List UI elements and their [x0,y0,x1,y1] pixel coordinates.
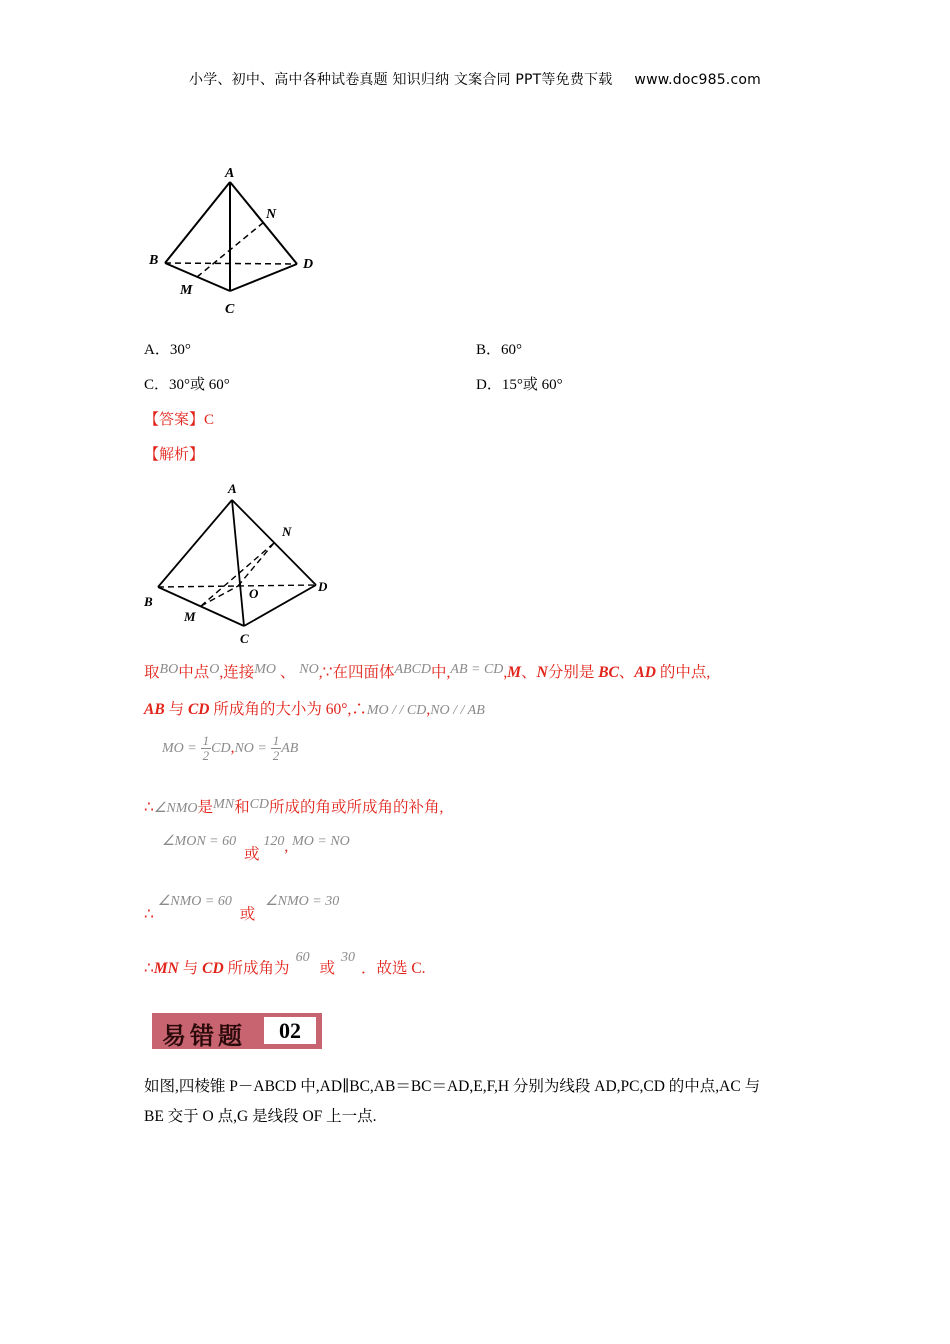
bold-var: AB [144,701,165,718]
text: 或 [319,960,335,977]
text: 与 [164,701,188,718]
denominator: 2 [202,748,210,763]
text: 所成的角或所成角的补角, [269,799,444,816]
label-n: N [282,524,292,539]
answer-line [144,408,214,429]
text: 与 [178,960,203,977]
tetrahedron-figure-1 [140,160,340,330]
question-line-1: 如图,四棱锥 P－ABCD 中,AD∥BC,AB＝BC＝AD,E,F,H 分别为线段 AD,PC,CD 的中点,AC 与 [144,1078,761,1095]
option-c: C．30°或 60° [144,377,230,393]
math: BO [159,662,179,677]
text: 、 [618,664,635,681]
math: MO / / CD [366,703,427,718]
label-a: A [228,481,237,496]
math: 120 [263,834,285,849]
fraction-half [201,734,212,763]
math: ∠NMO = 30 [265,894,340,909]
bold-var: CD [202,960,224,977]
text: ,连接 [219,664,255,681]
math: MO [254,662,276,677]
bold-var: N [536,664,548,681]
math: 30 [340,950,355,965]
label-o: O [249,586,259,601]
label-b: B [149,253,159,268]
label-d: D [318,579,328,594]
math: ∠MON = 60 [162,834,237,849]
text: 是 [197,799,214,816]
text: 取 [144,664,160,681]
bold-var: BC [598,664,619,681]
bold-var: MN [153,960,179,977]
math: MO = [162,741,197,757]
numerator: 1 [202,733,210,748]
text: , [426,701,431,718]
math: ABCD [394,662,432,677]
option-a: A．30° [144,342,191,358]
math: NO = [234,741,267,757]
label-n: N [266,207,277,222]
math: CD [211,741,231,757]
text: 或 [243,846,260,863]
solution-line-4 [144,794,443,820]
text: , [284,838,289,855]
text: , [503,664,508,681]
label-a: A [225,166,235,181]
bold-var: AD [634,664,656,681]
text: 分别是 [547,664,599,681]
text: 、 [521,664,537,681]
text: 或 [239,906,256,923]
answer-value: C [204,412,215,428]
header-text: 小学、初中、高中各种试卷真题 知识归纳 文案合同 PPT等免费下载 [189,72,613,88]
answer-label: 【答案】 [144,412,205,428]
header-url: www.doc985.com [634,72,761,88]
math: MO = NO [292,834,350,849]
solution-line-7 [144,950,426,981]
option-d: D．15°或 60° [476,377,563,393]
math: AB [281,741,299,757]
math: NO / / AB [430,703,485,718]
label-c: C [240,631,249,646]
math: ∠NMO [153,801,198,816]
question-line-2: BE 交于 O 点,G 是线段 OF 上一点. [144,1108,377,1125]
numerator: 1 [272,733,280,748]
tetrahedron-figure-2 [140,476,340,656]
math: CD [249,797,270,812]
question-banner [152,1013,322,1049]
text: 所成角为 [223,960,290,977]
text: 所成角的大小为 60°,∴ [209,701,367,718]
text: 中点 [178,664,210,681]
text: ∴ [144,906,154,923]
math: 60 [295,950,310,965]
label-b: B [144,594,153,609]
text: ,∵在四面体 [318,664,395,681]
fraction-half [271,734,282,763]
math: O [209,662,220,677]
solution-line-3 [162,734,298,763]
label-m: M [180,283,193,298]
bold-var: M [507,664,522,681]
label-c: C [225,302,235,317]
math: NO [299,662,319,677]
text: 的中点, [655,664,711,681]
label-d: D [303,257,314,272]
page-header [0,69,950,89]
tetrahedron-diagram-1 [140,160,340,325]
text: ．故选 C. [360,960,426,977]
banner-title: 易错题 [162,1022,246,1050]
banner-number: 02 [264,1017,316,1044]
text: 、 [276,664,300,681]
text: 中, [431,664,451,681]
text: ∴ [144,960,154,977]
analysis-label: 【解析】 [144,447,205,463]
math: MN [213,797,235,812]
denominator: 2 [272,748,280,763]
math: ∠NMO = 60 [157,894,232,909]
option-b: B．60° [476,342,523,358]
bold-var: CD [187,701,210,718]
label-m: M [184,609,196,624]
text: , [230,739,235,757]
solution-line-1 [144,659,710,684]
solution-line-5 [162,830,350,863]
text: ∴ [144,799,154,816]
text: 和 [234,799,250,816]
solution-line-2 [144,699,485,722]
solution-line-6 [144,890,340,923]
tetrahedron-diagram-2 [140,476,340,651]
math: AB = CD [450,662,504,677]
